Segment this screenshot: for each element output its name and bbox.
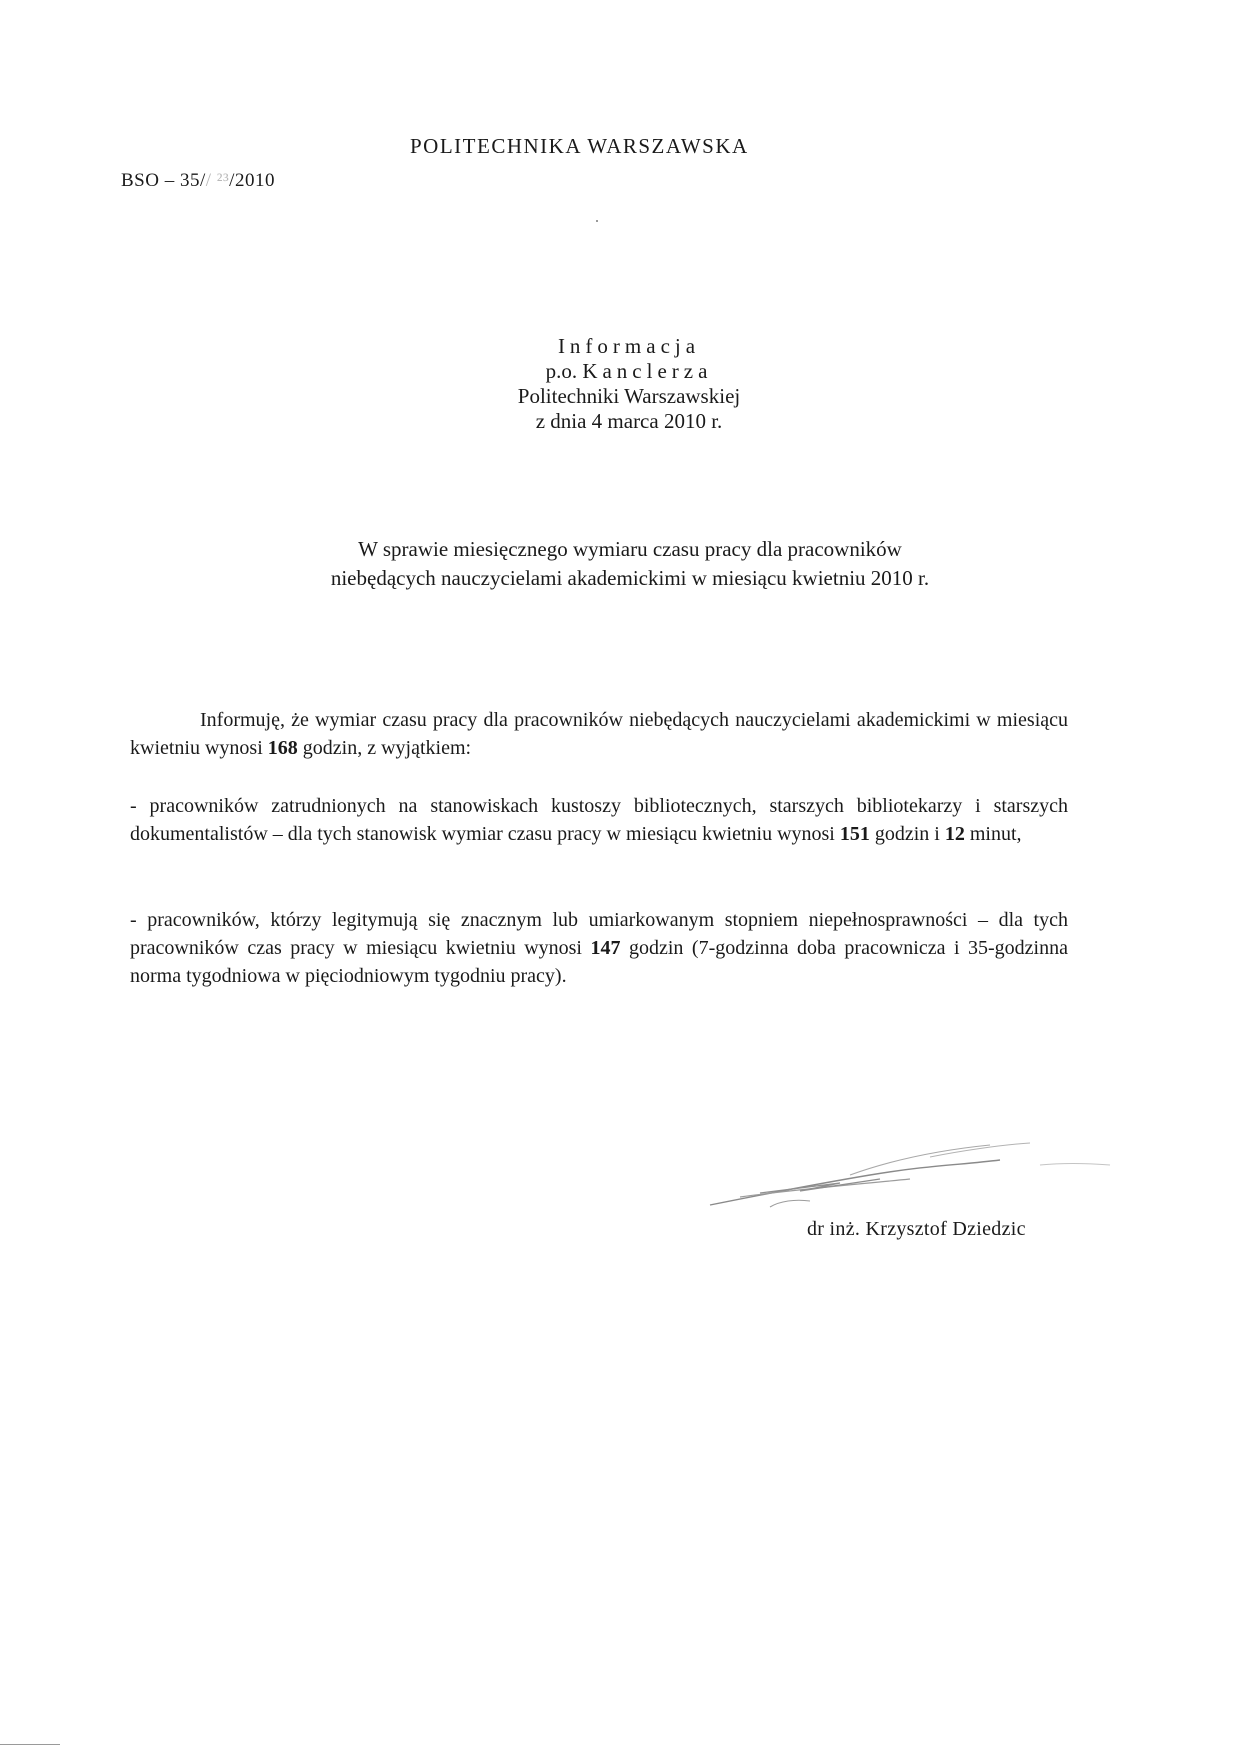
hours-value: 147 xyxy=(590,937,621,959)
paragraph-text: Informuję, że wymiar czasu pracy dla pracowników niebędących nauczycielami akademickimi w miesiącu kwietniu wynosi xyxy=(130,709,1068,759)
scan-speck xyxy=(596,220,598,222)
reference-suffix: /2010 xyxy=(229,170,275,191)
subject-line-2: niebędących nauczycielami akademickimi w miesiącu kwietniu 2010 r. xyxy=(330,566,930,590)
issuer-line xyxy=(18,359,1240,384)
organization-header: POLITECHNIKA WARSZAWSKA xyxy=(410,134,749,158)
paragraph-text: - pracowników, którzy legitymują się znacznym lub umiarkowanym stopniem niepełnosprawności – dla tych pracowników czas pracy w miesiącu kwietniu wynosi xyxy=(130,909,1068,959)
reference-number xyxy=(121,170,275,192)
hours-value: 168 xyxy=(267,737,298,759)
paragraph-disabled-staff xyxy=(130,906,1068,990)
handwritten-signature xyxy=(700,1135,1120,1215)
paragraph-library-staff xyxy=(130,792,1068,848)
document-title: Informacja xyxy=(557,334,701,358)
paragraph-text: minut, xyxy=(964,823,1022,845)
issuer-title: Kanclerza xyxy=(582,359,713,383)
paragraph-general-hours xyxy=(130,706,1068,762)
subject-line-1: W sprawie miesięcznego wymiaru czasu pracy dla pracowników xyxy=(358,537,902,561)
document-title-block xyxy=(0,334,1240,434)
hours-value: 151 xyxy=(839,823,870,845)
document-date: z dnia 4 marca 2010 r. xyxy=(535,409,723,433)
issuer-institution: Politechniki Warszawskiej xyxy=(517,384,741,408)
paragraph-text: godzin i xyxy=(869,823,945,845)
signer-name: dr inż. Krzysztof Dziedzic xyxy=(807,1218,1026,1240)
reference-handwritten-number: / ²³ xyxy=(205,170,230,191)
scan-edge-line xyxy=(0,1744,60,1745)
paragraph-text: - pracowników zatrudnionych na stanowiskach kustoszy bibliotecznych, starszych bibliotekarzy i starszych dokumentalistów – dla tych stanowisk wymiar czasu pracy w miesiącu kwietniu wynosi xyxy=(130,795,1068,845)
paragraph-text: godzin (7-godzinna doba pracownicza i 35-godzinna norma tygodniowa w pięciodniowym tygodniu pracy). xyxy=(130,937,1068,987)
issuer-prefix: p.o. xyxy=(545,359,578,383)
paragraph-text: godzin, z wyjątkiem: xyxy=(297,737,472,759)
minutes-value: 12 xyxy=(944,823,965,845)
reference-prefix: BSO – 35/ xyxy=(121,170,206,191)
subject-block xyxy=(0,535,1240,593)
